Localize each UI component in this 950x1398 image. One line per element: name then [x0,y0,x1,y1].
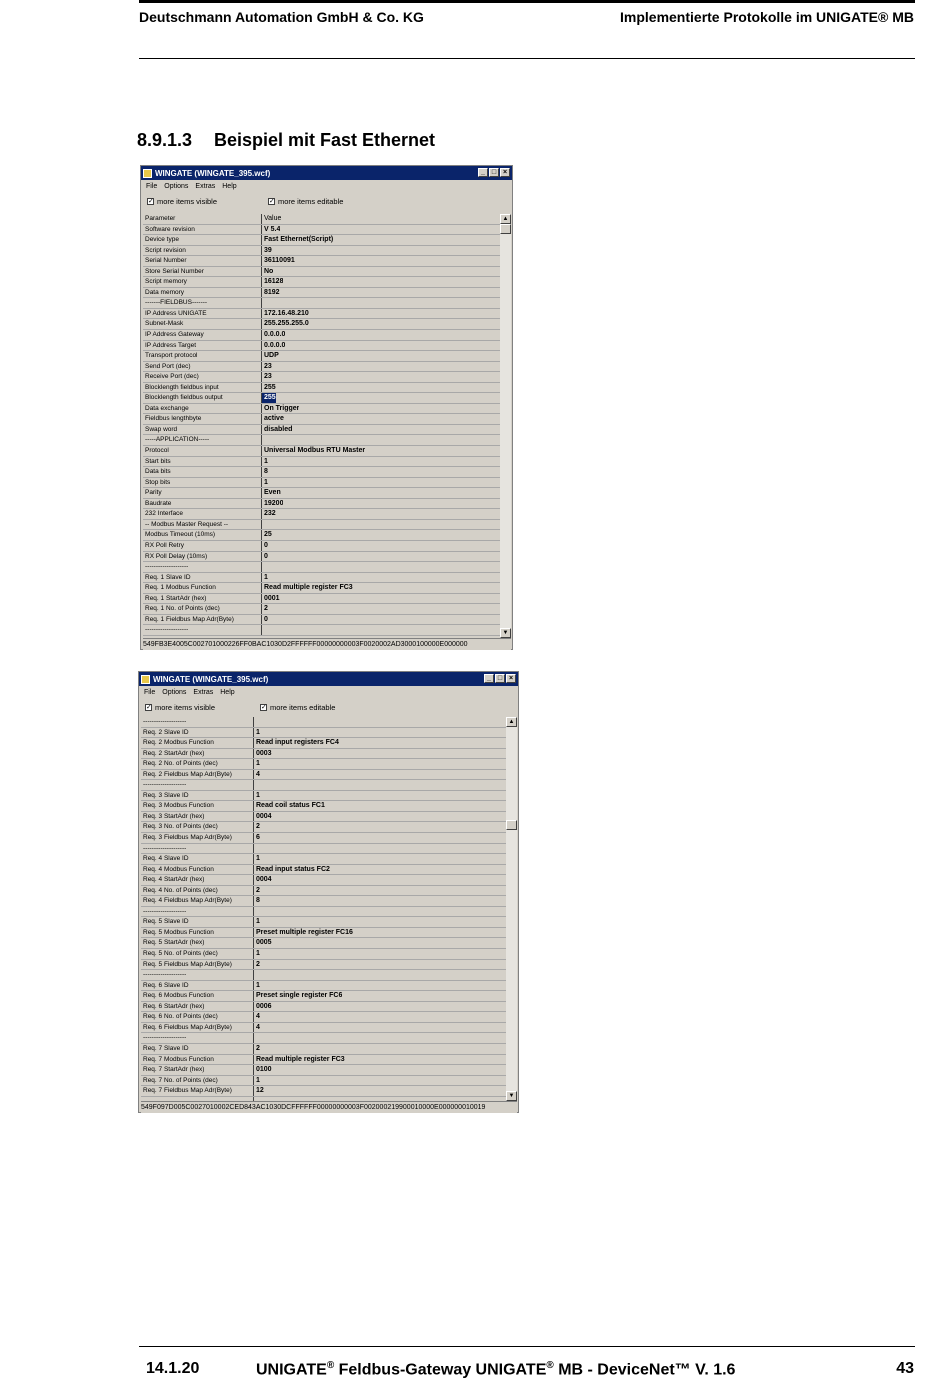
window-title: WINGATE (WINGATE_395.wcf) [155,168,271,178]
parameter-cell: IP Address Gateway [143,330,262,340]
parameter-cell: Serial Number [143,256,262,266]
table-row[interactable] [143,488,500,499]
parameter-cell: -------------------- [141,780,254,790]
minimize-icon[interactable]: _ [484,674,494,683]
table-row[interactable] [141,728,506,739]
value-cell[interactable]: 0004 [256,876,272,884]
value-cell[interactable]: V 5.4 [264,225,281,233]
more-items-visible-label: more items visible [157,197,218,206]
checkmark-icon: ✓ [148,198,154,205]
menu-help[interactable]: Help [222,183,237,190]
parameter-cell: Req. 2 Fieldbus Map Adr(Byte) [141,770,254,780]
parameter-cell: RX Poll Delay (10ms) [143,552,262,562]
menu-file[interactable]: File [146,183,158,190]
value-cell[interactable] [254,844,256,854]
value-cell[interactable]: 0 [264,552,268,560]
value-cell[interactable]: 8 [256,897,260,905]
parameter-cell: Transport protocol [143,351,262,361]
table-row[interactable] [143,467,500,478]
value-cell[interactable]: 1 [264,573,268,581]
value-cell[interactable]: 172.16.48.210 [264,309,309,317]
parameter-cell: Req. 4 Modbus Function [141,865,254,875]
parameter-cell: Req. 1 No. of Points (dec) [143,604,262,614]
value-cell[interactable]: 23 [264,373,272,381]
table-row[interactable] [141,875,506,886]
parameter-cell: Data exchange [143,404,262,414]
parameter-cell: Blocklength fieldbus input [143,383,262,393]
value-cell[interactable] [254,970,256,980]
parameter-cell: Software revision [143,225,262,235]
parameter-cell: Req. 3 Slave ID [141,791,254,801]
more-items-editable-checkbox[interactable] [260,703,335,712]
table-row[interactable] [141,960,506,971]
table-row[interactable] [141,1044,506,1055]
value-cell[interactable]: 1 [256,981,260,989]
menu-file[interactable]: File [144,689,156,696]
value-cell[interactable]: 2 [256,960,260,968]
more-items-editable-checkbox[interactable] [268,197,343,206]
value-cell[interactable]: 255 [264,394,276,402]
value-cell[interactable]: 1 [256,728,260,736]
value-cell[interactable]: 16128 [264,278,284,286]
scroll-thumb[interactable] [500,224,511,234]
options-row [141,193,512,210]
parameter-cell: Baudrate [143,499,262,509]
table-row[interactable] [143,520,500,531]
value-cell[interactable]: 1 [256,950,260,958]
value-cell[interactable]: 6 [256,834,260,842]
parameter-cell: Req. 3 Modbus Function [141,801,254,811]
table-row[interactable] [143,562,500,573]
parameter-cell: Req. 6 Modbus Function [141,991,254,1001]
more-items-visible-label: more items visible [155,703,216,712]
parameter-cell: Req. 6 No. of Points (dec) [141,1012,254,1022]
value-cell[interactable]: 0 [264,615,268,623]
parameter-cell: Req. 5 StartAdr (hex) [141,938,254,948]
table-row[interactable] [143,541,500,552]
more-items-editable-label: more items editable [270,703,336,712]
parameter-cell: Blocklength fieldbus output [143,393,262,403]
table-row[interactable] [143,277,500,288]
table-row[interactable] [141,854,506,865]
menu-extras[interactable]: Extras [195,183,216,190]
section-title: Beispiel mit Fast Ethernet [214,130,436,150]
table-row[interactable] [141,970,506,981]
parameter-cell: -- Modbus Master Request -- [143,520,262,530]
table-row[interactable] [143,225,500,236]
menu-options[interactable]: Options [162,689,187,696]
parameter-cell: IP Address Target [143,341,262,351]
parameter-cell: Fieldbus lengthbyte [143,414,262,424]
more-items-editable-label: more items editable [278,197,344,206]
checkmark-icon: ✓ [269,198,275,205]
value-cell[interactable]: 39 [264,246,272,254]
table-row[interactable] [141,780,506,791]
parameter-cell: Modbus Timeout (10ms) [143,530,262,540]
table-row[interactable] [141,949,506,960]
value-cell[interactable]: No [264,267,274,275]
parameter-cell: IP Address UNIGATE [143,309,262,319]
value-cell[interactable]: 0001 [264,594,280,602]
value-cell[interactable]: 2 [256,1044,260,1052]
value-cell[interactable]: 0004 [256,812,272,820]
parameter-cell: Req. 3 StartAdr (hex) [141,812,254,822]
header-chapter: Implementierte Protokolle im UNIGATE® MB [620,9,914,25]
value-cell[interactable]: 1 [256,791,260,799]
table-row[interactable] [143,298,500,309]
value-cell[interactable]: 36110091 [264,257,295,265]
parameter-cell: -------------------- [141,970,254,980]
table-row[interactable] [141,1076,506,1087]
parameter-cell: Req. 5 Slave ID [141,917,254,927]
table-row[interactable] [143,435,500,446]
value-cell[interactable]: 0006 [256,1002,272,1010]
table-row[interactable] [141,1002,506,1013]
wingate-window-2 [138,671,519,1113]
parameter-cell: Store Serial Number [143,267,262,277]
scroll-thumb[interactable] [506,820,517,830]
parameter-cell: Device type [143,235,262,245]
value-cell[interactable]: 0.0.0.0 [264,341,286,349]
value-cell[interactable]: 4 [256,770,260,778]
table-row[interactable] [141,833,506,844]
value-cell[interactable]: 19200 [264,499,284,507]
table-row[interactable] [143,583,500,594]
value-cell[interactable]: Preset multiple register FC16 [256,928,353,936]
table-row[interactable] [143,478,500,489]
parameter-cell: Script revision [143,246,262,256]
value-cell[interactable]: 2 [256,823,260,831]
parameter-cell: -------------------- [143,625,262,635]
value-cell[interactable]: Even [264,489,281,497]
scroll-down-icon[interactable]: ▼ [506,1091,517,1101]
parameter-cell: Req. 7 Modbus Function [141,1055,254,1065]
parameter-cell: RX Poll Retry [143,541,262,551]
value-cell[interactable]: 1 [256,1076,260,1084]
value-cell[interactable] [254,1033,256,1043]
table-row[interactable] [141,928,506,939]
parameter-cell: -------------------- [141,907,254,917]
table-row[interactable] [141,917,506,928]
parameter-cell: Req. 3 No. of Points (dec) [141,822,254,832]
table-row[interactable] [143,604,500,615]
table-row[interactable] [141,801,506,812]
value-cell[interactable]: 4 [256,1023,260,1031]
value-cell[interactable]: 25 [264,531,272,539]
parameter-cell: -------------------- [141,844,254,854]
table-row[interactable] [143,414,500,425]
table-row[interactable] [141,938,506,949]
table-row[interactable] [143,425,500,436]
parameter-cell: Data memory [143,288,262,298]
table-row[interactable] [143,573,500,584]
table-row[interactable] [141,759,506,770]
table-row[interactable] [141,886,506,897]
table-row[interactable] [143,246,500,257]
parameter-cell: -------------------- [141,1033,254,1043]
menu-bar [141,180,512,193]
footer-date: 14.1.20 [146,1360,200,1377]
parameter-cell: Req. 1 Slave ID [143,573,262,583]
parameter-cell: Req. 1 Fieldbus Map Adr(Byte) [143,615,262,625]
table-row[interactable] [141,1065,506,1076]
parameter-cell: 232 Interface [143,509,262,519]
table-row[interactable] [143,372,500,383]
footer-rule [139,1346,915,1347]
menu-bar [139,686,518,699]
value-cell[interactable]: 1 [264,478,268,486]
parameter-cell: Script memory [143,277,262,287]
value-cell[interactable] [262,298,264,308]
parameter-cell: Req. 5 Fieldbus Map Adr(Byte) [141,960,254,970]
value-cell[interactable]: 0100 [256,1066,272,1074]
value-cell[interactable]: 2 [256,886,260,894]
value-cell[interactable] [254,907,256,917]
value-cell[interactable]: 4 [256,1013,260,1021]
value-cell[interactable]: 0003 [256,749,272,757]
value-cell[interactable]: disabled [264,425,293,433]
parameter-cell: -------FIELDBUS------- [143,298,262,308]
table-row[interactable] [143,267,500,278]
value-cell[interactable]: 12 [256,1087,264,1095]
table-row[interactable] [143,457,500,468]
options-row [139,699,518,716]
value-cell[interactable]: Read input registers FC4 [256,739,339,747]
value-cell[interactable]: Read input status FC2 [256,865,330,873]
value-cell[interactable]: UDP [264,352,279,360]
value-cell[interactable] [254,780,256,790]
close-icon[interactable]: × [506,674,516,683]
parameter-cell: Req. 2 StartAdr (hex) [141,749,254,759]
table-row[interactable] [143,341,500,352]
parameter-cell: -------------------- [143,562,262,572]
table-row[interactable] [143,594,500,605]
table-row[interactable] [143,404,500,415]
value-cell[interactable] [262,520,264,530]
vertical-scrollbar[interactable] [506,717,517,1101]
value-cell[interactable]: 232 [264,510,276,518]
value-cell[interactable]: 23 [264,362,272,370]
parameter-cell: Receive Port (dec) [143,372,262,382]
more-items-visible-checkbox[interactable] [145,703,215,712]
close-icon[interactable]: × [500,168,510,177]
parameter-cell: Protocol [143,446,262,456]
value-cell[interactable]: 1 [256,855,260,863]
parameter-cell: Req. 5 No. of Points (dec) [141,949,254,959]
value-cell[interactable]: 8 [264,468,268,476]
table-row[interactable] [141,812,506,823]
table-row[interactable] [143,625,500,636]
parameter-cell: Req. 7 StartAdr (hex) [141,1065,254,1075]
scroll-up-icon[interactable]: ▲ [506,717,517,727]
value-cell[interactable]: active [264,415,284,423]
table-row[interactable] [141,791,506,802]
table-row[interactable] [141,738,506,749]
vertical-scrollbar[interactable] [500,214,511,638]
table-row[interactable] [141,749,506,760]
header-top-rule [139,0,915,3]
maximize-icon[interactable]: □ [489,168,499,177]
parameter-cell: Subnet-Mask [143,319,262,329]
section-heading [137,130,435,151]
value-cell[interactable]: 8192 [264,288,280,296]
value-cell[interactable]: Preset single register FC6 [256,992,343,1000]
parameter-cell: Req. 7 Fieldbus Map Adr(Byte) [141,1086,254,1096]
table-row[interactable] [143,393,500,404]
table-row[interactable] [141,1033,506,1044]
table-row[interactable] [141,896,506,907]
table-row[interactable] [143,552,500,563]
parameter-cell: Req. 1 Modbus Function [143,583,262,593]
value-cell[interactable]: On Trigger [264,404,300,412]
value-cell[interactable] [262,625,264,635]
minimize-icon[interactable]: _ [478,168,488,177]
checkmark-icon: ✓ [146,704,152,711]
table-row[interactable] [143,351,500,362]
app-icon [141,675,150,684]
table-row[interactable] [143,256,500,267]
menu-extras[interactable]: Extras [193,689,214,696]
parameter-grid [143,214,500,638]
window-title-bar[interactable] [141,166,512,180]
app-icon [143,169,152,178]
page-number: 43 [896,1360,914,1377]
parameter-cell: Data bits [143,467,262,477]
value-cell[interactable]: Read coil status FC1 [256,802,325,810]
table-row[interactable] [141,822,506,833]
value-cell[interactable]: 1 [256,760,260,768]
parameter-cell: Req. 6 StartAdr (hex) [141,1002,254,1012]
value-cell[interactable]: 1 [264,457,268,465]
table-row[interactable] [143,509,500,520]
table-row[interactable] [143,530,500,541]
parameter-cell: Start bits [143,457,262,467]
value-cell[interactable] [262,435,264,445]
parameter-cell: Req. 4 Slave ID [141,854,254,864]
table-row[interactable] [143,214,500,225]
parameter-cell: Stop bits [143,478,262,488]
value-cell[interactable]: Read multiple register FC3 [256,1055,345,1063]
table-row[interactable] [143,319,500,330]
footer-title: UNIGATE® Feldbus-Gateway UNIGATE® MB - DeviceNet™ V. 1.6 [256,1360,736,1379]
table-row[interactable] [141,770,506,781]
value-cell[interactable]: Read multiple register FC3 [264,584,353,592]
table-row[interactable] [141,991,506,1002]
parameter-cell: Req. 2 No. of Points (dec) [141,759,254,769]
value-cell[interactable]: Fast Ethernet(Script) [264,236,334,244]
parameter-cell: Req. 4 Fieldbus Map Adr(Byte) [141,896,254,906]
value-cell[interactable]: Value [264,215,282,222]
table-row[interactable] [143,446,500,457]
parameter-cell: -------------------- [141,717,254,727]
parameter-cell: Req. 7 Slave ID [141,1044,254,1054]
more-items-visible-checkbox[interactable] [147,197,217,206]
parameter-cell: Req. 7 No. of Points (dec) [141,1076,254,1086]
table-row[interactable] [143,288,500,299]
parameter-cell: Req. 3 Fieldbus Map Adr(Byte) [141,833,254,843]
parameter-cell: Req. 2 Modbus Function [141,738,254,748]
parameter-cell: Req. 5 Modbus Function [141,928,254,938]
checkmark-icon: ✓ [261,704,267,711]
scroll-down-icon[interactable]: ▼ [500,628,511,638]
parameter-grid [141,717,506,1101]
value-cell[interactable]: 255.255.255.0 [264,320,309,328]
value-cell[interactable]: 0 [264,541,268,549]
value-cell[interactable]: 0005 [256,939,272,947]
table-row[interactable] [143,615,500,626]
parameter-cell: Req. 4 No. of Points (dec) [141,886,254,896]
table-row[interactable] [143,362,500,373]
value-cell[interactable]: 255 [264,383,276,391]
table-row[interactable] [143,309,500,320]
status-bar: 549FB3E4005C002701000226FF0BAC1030D2FFFFFF00000000003F0020002AD3000100000E000000 [143,638,511,650]
table-row[interactable] [141,717,506,728]
table-row[interactable] [141,1023,506,1034]
header-rule [139,58,915,59]
window-title-bar[interactable] [139,672,518,686]
menu-help[interactable]: Help [220,689,235,696]
header-company: Deutschmann Automation GmbH & Co. KG [139,9,424,25]
parameter-cell: Req. 6 Slave ID [141,981,254,991]
table-row[interactable] [143,499,500,510]
scroll-up-icon[interactable]: ▲ [500,214,511,224]
value-cell[interactable] [262,562,264,572]
parameter-cell: Swap word [143,425,262,435]
parameter-cell: Req. 1 StartAdr (hex) [143,594,262,604]
parameter-cell: Parity [143,488,262,498]
menu-options[interactable]: Options [164,183,189,190]
maximize-icon[interactable]: □ [495,674,505,683]
value-cell[interactable]: Universal Modbus RTU Master [264,447,366,455]
table-row[interactable] [143,330,500,341]
parameter-cell: Parameter [143,214,262,224]
table-row[interactable] [141,1012,506,1023]
table-row[interactable] [141,1055,506,1066]
table-row[interactable] [141,865,506,876]
parameter-cell: Req. 6 Fieldbus Map Adr(Byte) [141,1023,254,1033]
parameter-cell: Req. 4 StartAdr (hex) [141,875,254,885]
parameter-cell: -----APPLICATION----- [143,435,262,445]
window-title: WINGATE (WINGATE_395.wcf) [153,674,269,684]
table-row[interactable] [141,907,506,918]
table-row[interactable] [141,844,506,855]
value-cell[interactable]: 1 [256,918,260,926]
parameter-cell: Req. 2 Slave ID [141,728,254,738]
wingate-window-1 [140,165,513,650]
table-row[interactable] [143,383,500,394]
value-cell[interactable] [254,717,256,727]
status-bar: 549F097D005C0027010002CED843AC1030DCFFFFFF00000000003F002000219900010000E000000010019 [141,1101,517,1113]
value-cell[interactable]: 2 [264,605,268,613]
table-row[interactable] [141,981,506,992]
section-number: 8.9.1.3 [137,130,193,150]
value-cell[interactable]: 0.0.0.0 [264,331,286,339]
parameter-cell: Send Port (dec) [143,362,262,372]
table-row[interactable] [143,235,500,246]
table-row[interactable] [141,1086,506,1097]
